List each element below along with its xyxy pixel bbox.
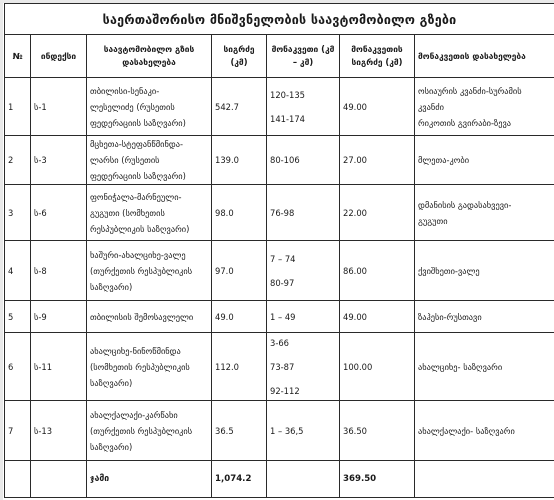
section-range: 76-98	[270, 207, 295, 218]
table-title: საერთაშორისო მნიშვნელობის საავტომობილო გზები	[5, 4, 554, 35]
section-name-line: ზაჰესი-რუსთავი	[418, 311, 482, 322]
row-index: ს-3	[31, 136, 87, 185]
header-section-length: მონაკვეთის სიგრძე (კმ)	[340, 35, 415, 78]
row-index: ს-9	[31, 301, 87, 333]
row-section-name	[415, 401, 554, 461]
header-name: საავტომობილო გზის დასახელება	[87, 35, 212, 78]
total-label: ჯამი	[87, 461, 212, 498]
road-name-line: საზღვარი)	[90, 377, 133, 388]
section-range: 80-106	[270, 155, 300, 165]
row-section-name	[415, 185, 554, 241]
table-row	[5, 401, 554, 461]
row-number: 2	[5, 136, 31, 185]
section-range: 3-66	[270, 337, 290, 348]
header-no: №	[5, 35, 31, 78]
road-name-line: ლარსი (რუსეთის	[90, 155, 160, 165]
header-length: სიგრძე (კმ)	[212, 35, 267, 78]
row-road-name	[87, 333, 212, 401]
section-name-line: კვანძი	[418, 101, 444, 112]
row-number: 4	[5, 241, 31, 301]
section-name-line: გუგუთი	[418, 215, 448, 226]
road-name-line: ფედერაციის საზღვარი)	[90, 117, 186, 128]
section-range: 120-135	[270, 89, 305, 100]
row-index: ს-13	[31, 401, 87, 461]
section-range: 92-112	[270, 385, 300, 396]
total-empty-no	[5, 461, 31, 498]
road-name-line: ფონიჭალა-მარნეული-	[90, 191, 182, 202]
section-name-line: ოსიაურის კვანძი-სურამის	[418, 85, 522, 96]
row-length: 97.0	[212, 241, 267, 301]
road-name-line: ფედერაციის საზღვარი)	[90, 171, 186, 181]
header-row	[5, 35, 554, 78]
total-section-length: 369.50	[340, 461, 415, 498]
section-range: 80-97	[270, 277, 295, 288]
row-road-name	[87, 136, 212, 185]
row-index: ს-6	[31, 185, 87, 241]
row-section-name	[415, 333, 554, 401]
road-name-line: გუგუთი (სომხეთის	[90, 207, 165, 218]
row-section-name	[415, 241, 554, 301]
total-row	[5, 461, 554, 498]
row-length: 542.7	[212, 78, 267, 136]
road-name-line: (თურქეთის რესპუბლიკის	[90, 425, 193, 436]
row-road-name	[87, 301, 212, 333]
row-section-length: 86.00	[340, 241, 415, 301]
row-number: 7	[5, 401, 31, 461]
road-name-line: მცხეთა-სტეფანწმინდა-	[90, 139, 183, 149]
row-sections	[267, 241, 340, 301]
section-range: 1 – 36,5	[270, 425, 304, 436]
road-name-line: ხაშური-ახალციხე-ვალე	[90, 249, 186, 260]
table-row	[5, 241, 554, 301]
row-length: 112.0	[212, 333, 267, 401]
table-row	[5, 301, 554, 333]
row-index: ს-11	[31, 333, 87, 401]
total-length: 1,074.2	[212, 461, 267, 498]
row-index: ს-1	[31, 78, 87, 136]
section-name-line: ახალქალაქი- საზღვარი	[418, 425, 515, 436]
header-index: ინდექსი	[31, 35, 87, 78]
section-name-line: რიკოთის გვირაბი-ზევა	[418, 117, 512, 128]
row-length: 49.0	[212, 301, 267, 333]
section-range: 73-87	[270, 361, 295, 372]
road-name-line: ახალციხე-ნინოწმინდა	[90, 345, 181, 356]
row-length: 36.5	[212, 401, 267, 461]
row-road-name	[87, 78, 212, 136]
table-row	[5, 185, 554, 241]
header-section: მონაკვეთი (კმ – კმ)	[267, 35, 340, 78]
road-name-line: საზღვარი)	[90, 441, 133, 452]
row-sections	[267, 185, 340, 241]
row-section-length: 22.00	[340, 185, 415, 241]
road-name-line: (თურქეთის რესპუბლიკის	[90, 265, 193, 276]
section-range: 7 – 74	[270, 253, 296, 264]
row-number: 6	[5, 333, 31, 401]
row-section-name	[415, 136, 554, 185]
highways-table	[4, 3, 554, 498]
document-sheet	[3, 3, 554, 500]
row-sections	[267, 333, 340, 401]
section-name-line: დმანისის გადასახვევი-	[418, 199, 512, 210]
section-range: 141-174	[270, 113, 305, 124]
section-gap	[270, 103, 336, 111]
row-number: 5	[5, 301, 31, 333]
row-section-length: 36.50	[340, 401, 415, 461]
row-sections	[267, 78, 340, 136]
table-row	[5, 136, 554, 185]
road-name-line: ლესელიძე (რუსეთის	[90, 101, 175, 112]
section-name-line: ახალციხე- საზღვარი	[418, 361, 503, 372]
section-range: 1 – 49	[270, 311, 296, 322]
row-road-name	[87, 185, 212, 241]
row-sections	[267, 401, 340, 461]
row-sections	[267, 301, 340, 333]
row-section-length: 27.00	[340, 136, 415, 185]
row-section-length: 100.00	[340, 333, 415, 401]
road-name-line: რესპუბლიკის საზღვარი)	[90, 223, 190, 234]
row-section-name	[415, 301, 554, 333]
row-length: 98.0	[212, 185, 267, 241]
row-section-name	[415, 78, 554, 136]
road-name-line: (სომხეთის რესპუბლიკის	[90, 361, 190, 372]
road-name-line: თბილისი-სენაკი-	[90, 85, 160, 96]
row-number: 1	[5, 78, 31, 136]
section-gap	[270, 351, 336, 359]
row-index: ს-8	[31, 241, 87, 301]
total-empty-index	[31, 461, 87, 498]
header-section-name: მონაკვეთის დასახელება	[415, 35, 554, 78]
row-number: 3	[5, 185, 31, 241]
total-empty-name	[415, 461, 554, 498]
section-name-line: ქვიშხეთი-ვალე	[418, 265, 480, 276]
total-empty-section	[267, 461, 340, 498]
row-section-length: 49.00	[340, 78, 415, 136]
road-name-line: ახალქალაქი-კარწახი	[90, 409, 178, 420]
table-row	[5, 78, 554, 136]
row-sections	[267, 136, 340, 185]
row-road-name	[87, 241, 212, 301]
section-name-line: მლეთა-კობი	[418, 155, 470, 165]
section-gap	[270, 375, 336, 383]
row-road-name	[87, 401, 212, 461]
table-row	[5, 333, 554, 401]
row-section-length: 49.00	[340, 301, 415, 333]
row-length: 139.0	[212, 136, 267, 185]
section-gap	[270, 267, 336, 275]
road-name-line: თბილისის შემოსავლელი	[90, 311, 194, 322]
road-name-line: საზღვარი)	[90, 281, 133, 292]
